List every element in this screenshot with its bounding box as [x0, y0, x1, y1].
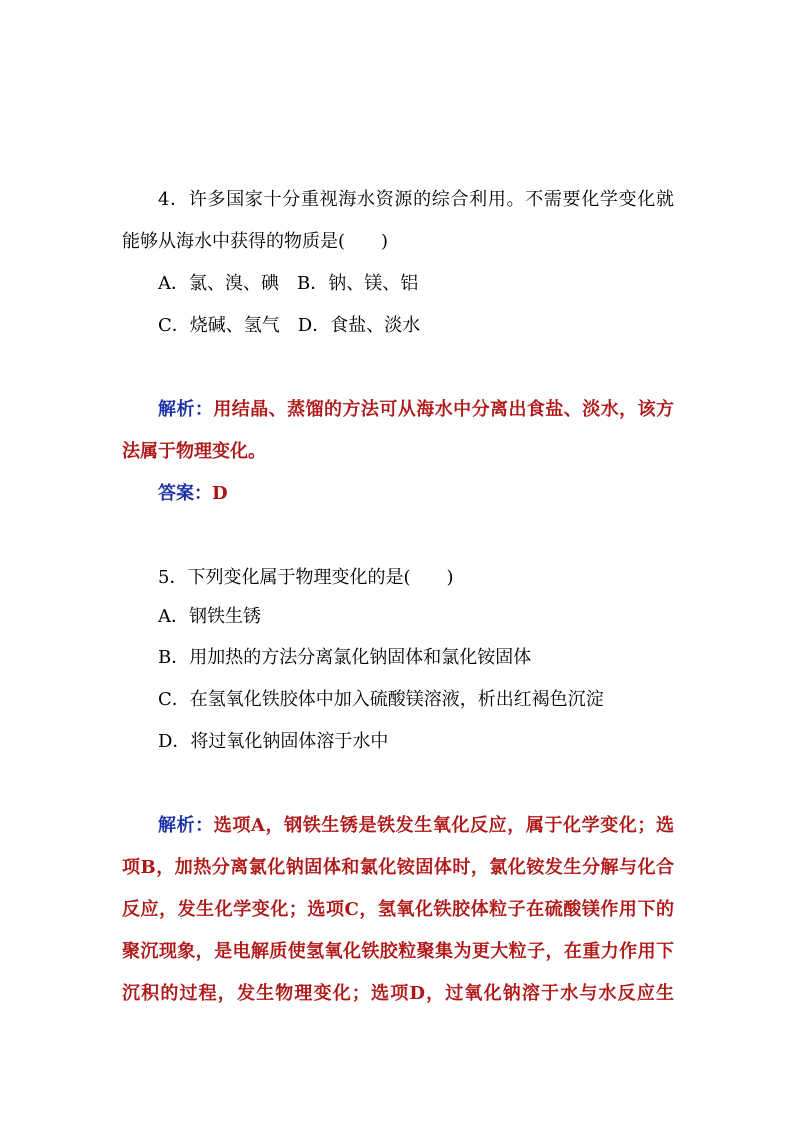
q5-option-d: D．将过氧化钠固体溶于水中 [158, 731, 389, 752]
q4-options-row-1: A．氯、溴、碘 B．钠、镁、铝 [158, 273, 419, 294]
q5-analysis-line-1 [158, 813, 674, 839]
q5-analysis-line-2: 项B，加热分离氯化钠固体和氯化铵固体时，氯化铵发生分解与化合 [122, 857, 674, 878]
q5-analysis-line-5: 沉积的过程，发生物理变化；选项D，过氧化钠溶于水与水反应生 [122, 983, 674, 1004]
q4-answer-label: 答案： [158, 483, 212, 504]
q4-analysis-label: 解析： [158, 399, 214, 420]
q4-stem-line-1: 4．许多国家十分重视海水资源的综合利用。不需要化学变化就 [158, 189, 674, 210]
q5-option-b: B．用加热的方法分离氯化钠固体和氯化铵固体 [158, 647, 532, 668]
q4-options-row-2: C．烧碱、氢气 D．食盐、淡水 [158, 315, 421, 336]
q4-analysis-text-1: 用结晶、蒸馏的方法可从海水中分离出食盐、淡水，该方 [213, 399, 674, 420]
q5-stem: 5．下列变化属于物理变化的是( ) [158, 567, 454, 588]
q5-analysis-line-4: 聚沉现象，是电解质使氢氧化铁胶粒聚集为更大粒子，在重力作用下 [122, 941, 674, 962]
q5-analysis-label: 解析： [158, 815, 214, 836]
q4-answer-value: D [212, 483, 228, 504]
q4-analysis-line-2: 法属于物理变化。 [122, 441, 266, 462]
q5-analysis-text-1: 选项A，钢铁生锈是铁发生氧化反应，属于化学变化；选 [213, 815, 674, 836]
q5-option-a: A．钢铁生锈 [158, 606, 261, 627]
q5-option-c: C．在氢氧化铁胶体中加入硫酸镁溶液，析出红褐色沉淀 [158, 689, 604, 710]
q4-answer [158, 481, 674, 507]
q4-analysis-line-1 [158, 397, 674, 423]
q5-analysis-line-3: 反应，发生化学变化；选项C，氢氧化铁胶体粒子在硫酸镁作用下的 [122, 899, 674, 920]
q4-stem-line-2: 能够从海水中获得的物质是( ) [122, 231, 389, 252]
